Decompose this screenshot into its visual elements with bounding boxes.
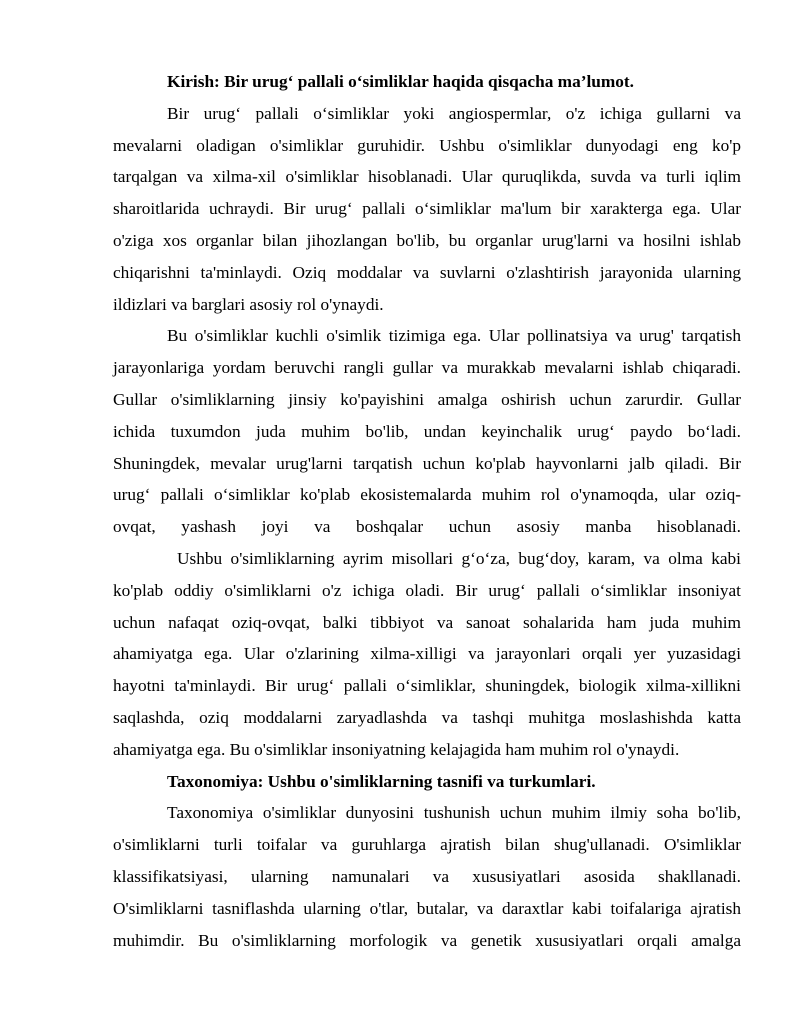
paragraph-line: sharoitlarida uchraydi. Bir urug‘ pallali o‘simliklar ma'lum bir xarakterga ega. Ular bbox=[113, 199, 741, 219]
paragraph-line: Gullar o'simliklarning jinsiy ko'payishini amalga oshirish uchun zarurdir. Gullar bbox=[113, 389, 741, 409]
paragraph-line: uchun nafaqat oziq-ovqat, balki tibbiyot va sanoat sohalarida ham juda muhim bbox=[113, 612, 741, 632]
paragraph-line: Taxonomiya o'simliklar dunyosini tushunish uchun muhim ilmiy soha bo'lib, bbox=[167, 803, 741, 823]
paragraph-line: mevalarni oladigan o'simliklar guruhidir. Ushbu o'simliklar dunyodagi eng ko'p bbox=[113, 135, 741, 155]
paragraph-line: o'simliklarni turli toifalar va guruhlarga ajratish bilan shug'ullanadi. O'simliklar bbox=[113, 835, 741, 855]
paragraph-line: ko'plab oddiy o'simliklarni o'z ichiga oladi. Bir urug‘ pallali o‘simliklar insoniyat bbox=[113, 580, 741, 600]
paragraph-line: chiqarishni ta'minlaydi. Oziq moddalar va suvlarni o'zlashtirish jarayonida ularning bbox=[113, 262, 741, 282]
paragraph-line: muhimdir. Bu o'simliklarning morfologik va genetik xususiyatlari orqali amalga bbox=[113, 930, 741, 950]
paragraph-line: Bu o'simliklar kuchli o'simlik tizimiga ega. Ular pollinatsiya va urug' tarqatish bbox=[167, 326, 741, 346]
paragraph-line: Ushbu o'simliklarning ayrim misollari g‘o‘za, bug‘doy, karam, va olma kabi bbox=[177, 548, 741, 568]
paragraph-line: ichida tuxumdon juda muhim bo'lib, undan keyinchalik urug‘ paydo bo‘ladi. bbox=[113, 421, 741, 441]
paragraph-line: jarayonlariga yordam beruvchi rangli gullar va murakkab mevalarni ishlab chiqaradi. bbox=[113, 358, 741, 378]
paragraph-line: saqlashda, oziq moddalarni zaryadlashda va tashqi muhitga moslashishda katta bbox=[113, 707, 741, 727]
paragraph-line: hayotni ta'minlaydi. Bir urug‘ pallali o‘simliklar, shuningdek, biologik xilma-xillikni bbox=[113, 676, 741, 696]
paragraph-line: O'simliklarni tasniflashda ularning o'tlar, butalar, va daraxtlar kabi toifalariga ajratish bbox=[113, 898, 741, 918]
paragraph-line: urug‘ pallali o‘simliklar ko'plab ekosistemalarda muhim rol o'ynamoqda, ular oziq- bbox=[113, 485, 741, 505]
paragraph-line: tarqalgan va xilma-xil o'simliklar hisoblanadi. Ular quruqlikda, suvda va turli iqlim bbox=[113, 167, 741, 187]
paragraph-line: ildizlari va barglari asosiy rol o'ynaydi. bbox=[113, 294, 384, 314]
paragraph-line: ovqat, yashash joyi va boshqalar uchun asosiy manba hisoblanadi. bbox=[113, 517, 741, 537]
paragraph-line: Shuningdek, mevalar urug'larni tarqatish uchun ko'plab hayvonlarni jalb qiladi. Bir bbox=[113, 453, 741, 473]
paragraph-line: o'ziga xos organlar bilan jihozlangan bo'lib, bu organlar urug'larni va hosilni ishlab bbox=[113, 230, 741, 250]
paragraph-line: ahamiyatga ega. Bu o'simliklar insoniyatning kelajagida ham muhim rol o'ynaydi. bbox=[113, 739, 680, 759]
paragraph-line: ahamiyatga ega. Ular o'zlarining xilma-xilligi va jarayonlari orqali yer yuzasidagi bbox=[113, 644, 741, 664]
paragraph-line: Bir urug‘ pallali o‘simliklar yoki angiospermlar, o'z ichiga gullarni va bbox=[167, 103, 741, 123]
document-page bbox=[113, 66, 741, 956]
heading-taxonomy: Taxonomiya: Ushbu o'simliklarning tasnifi va turkumlari. bbox=[167, 771, 596, 791]
paragraph-line: klassifikatsiyasi, ularning namunalari va xususiyatlari asosida shakllanadi. bbox=[113, 866, 741, 886]
heading-introduction: Kirish: Bir urug‘ pallali o‘simliklar haqida qisqacha ma’lumot. bbox=[167, 72, 634, 91]
